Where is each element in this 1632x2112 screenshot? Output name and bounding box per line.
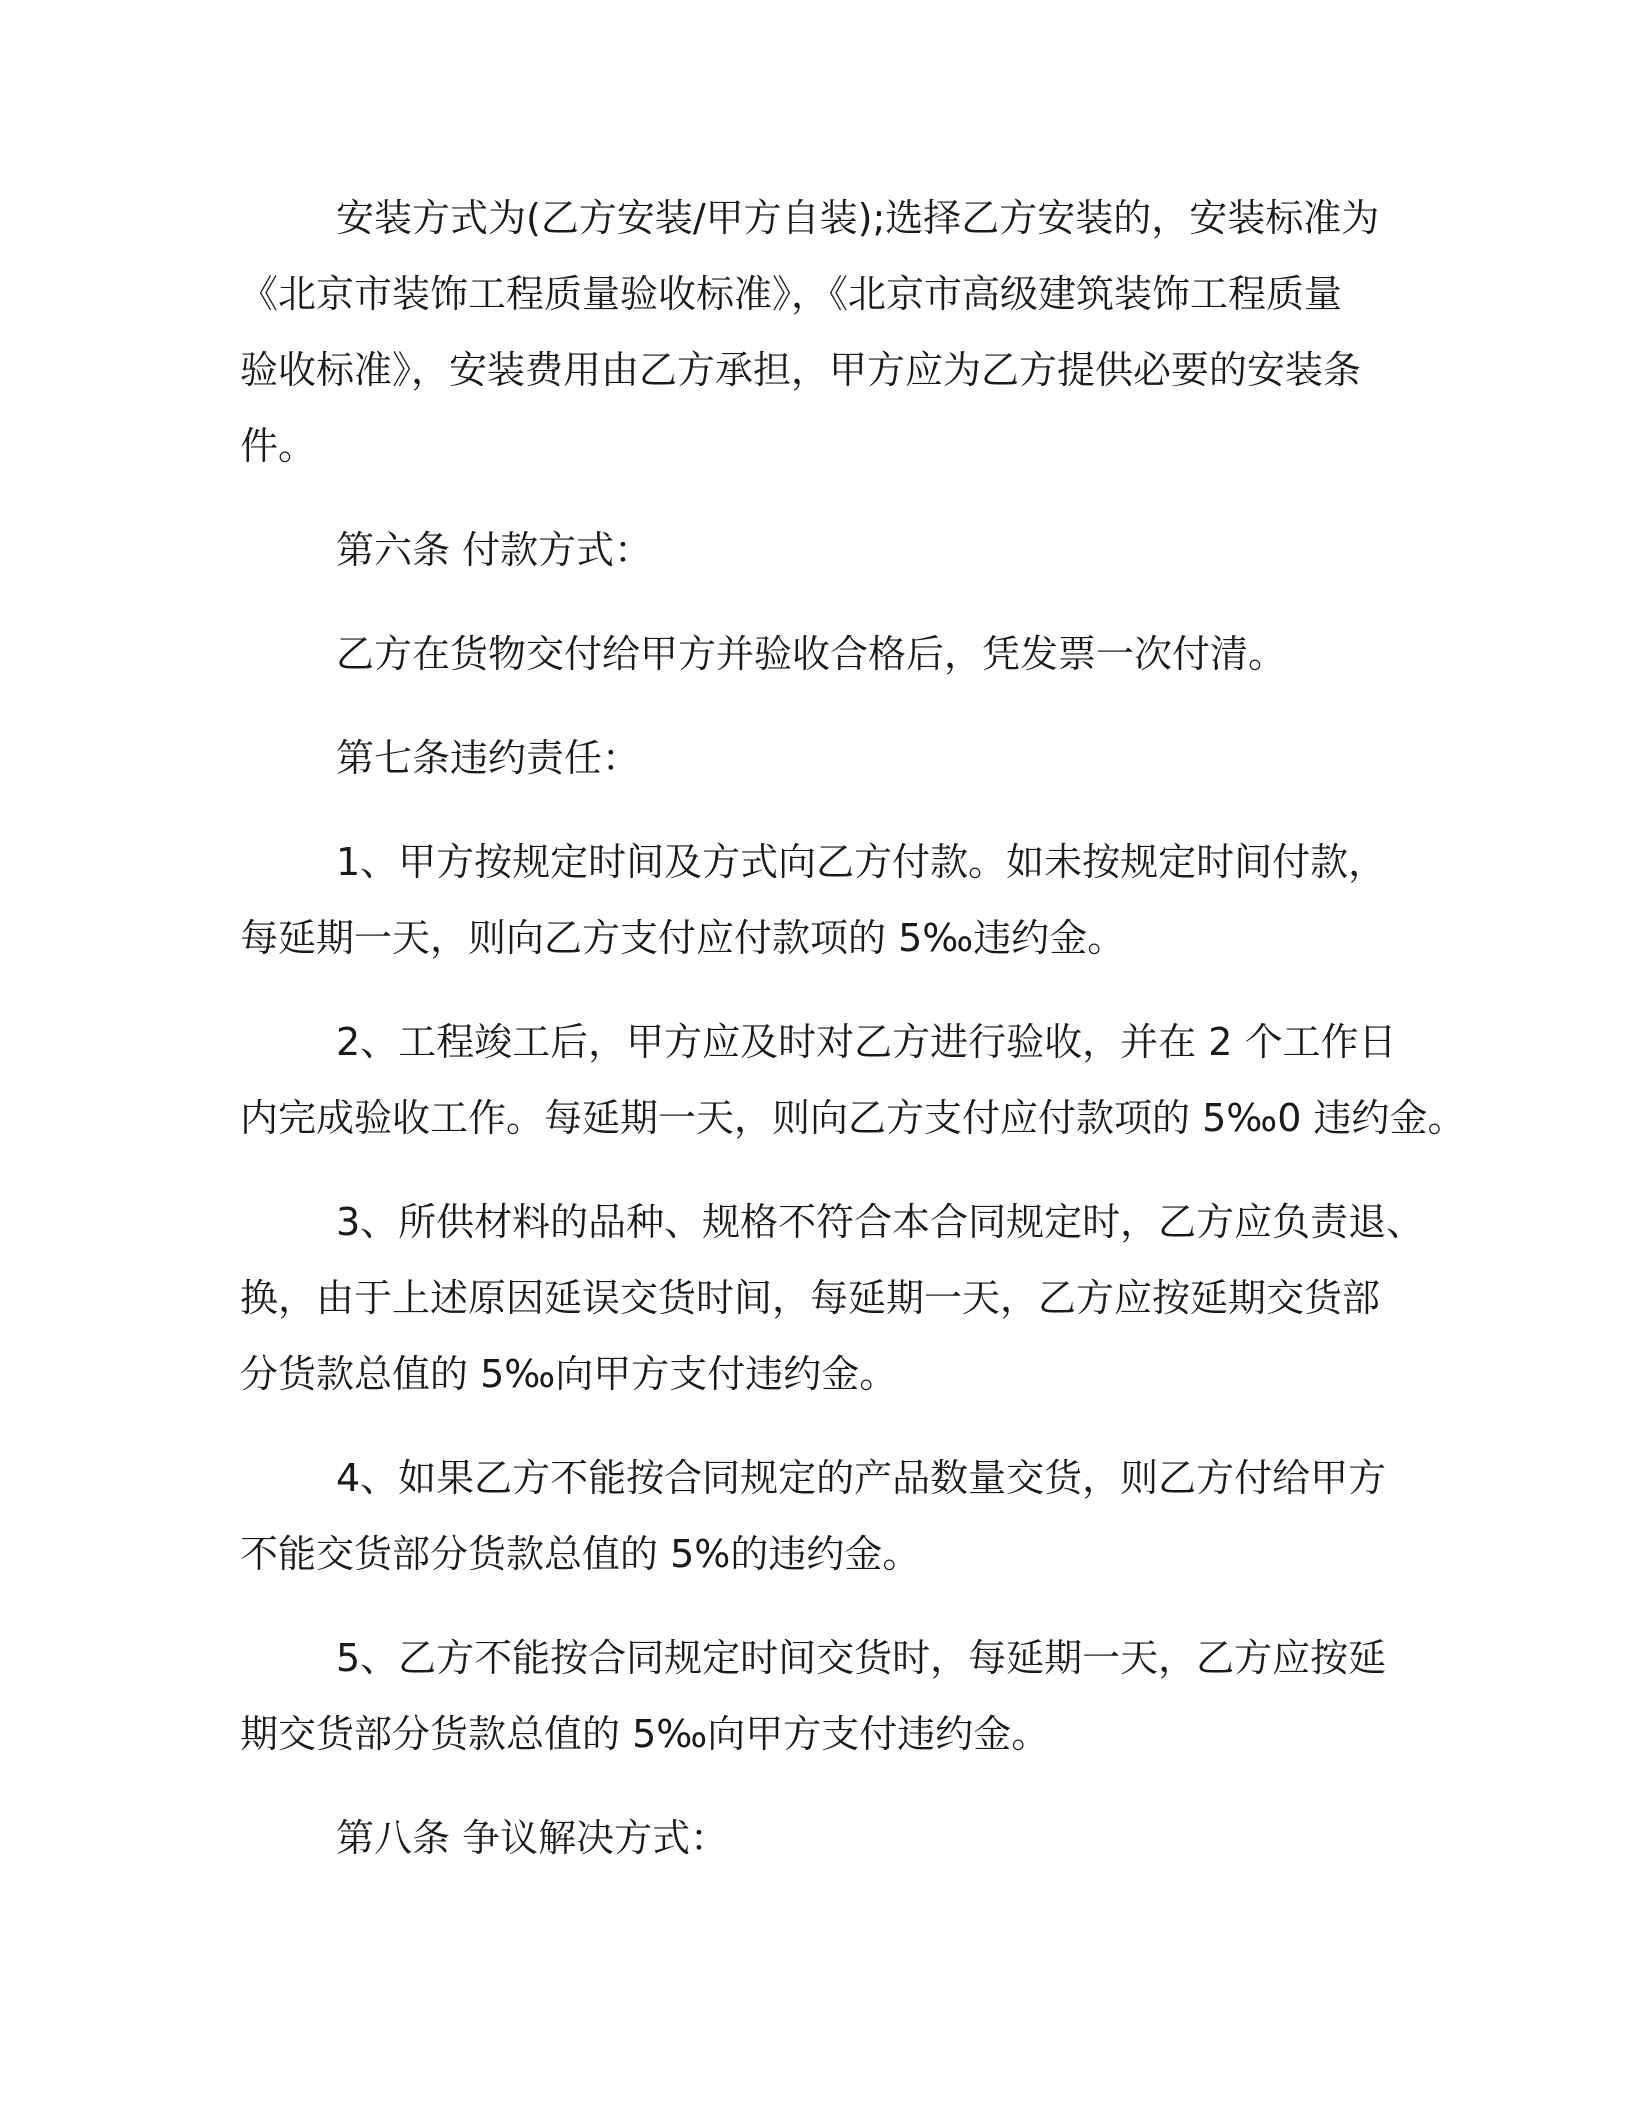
clause-2-line-1: 2、工程竣工后，甲方应及时对乙方进行验收，并在 2 个工作日 [336,1020,1397,1064]
article-7-heading: 第七条违约责任： [336,736,641,780]
article-6-heading: 第六条 付款方式： [336,528,653,572]
clause-2-line-2: 内完成验收工作。每延期一天，则向乙方支付应付款项的 5‰0 违约金。 [240,1096,1466,1140]
clause-4-line-1: 4、如果乙方不能按合同规定的产品数量交货，则乙方付给甲方 [336,1456,1387,1500]
clause-1-line-2: 每延期一天，则向乙方支付应付款项的 5‰违约金。 [240,916,1126,960]
clause-5-line-2: 期交货部分货款总值的 5‰向甲方支付违约金。 [240,1712,1050,1756]
install-paragraph-line-2: 《北京市装饰工程质量验收标准》，《北京市高级建筑装饰工程质量 [240,272,1343,316]
article-6-body: 乙方在货物交付给甲方并验收合格后，凭发票一次付清。 [336,632,1287,676]
install-paragraph-line-4: 件。 [240,424,317,468]
install-paragraph-line-1: 安装方式为(乙方安装/甲方自装);选择乙方安装的，安装标准为 [336,196,1380,240]
install-paragraph-line-3: 验收标准》，安装费用由乙方承担，甲方应为乙方提供必要的安装条 [240,348,1362,392]
clause-3-line-3: 分货款总值的 5‰向甲方支付违约金。 [240,1352,898,1396]
clause-1-line-1: 1、甲方按规定时间及方式向乙方付款。如未按规定时间付款， [336,840,1387,884]
article-8-heading: 第八条 争议解决方式： [336,1816,729,1860]
clause-5-line-1: 5、乙方不能按合同规定时间交货时，每延期一天，乙方应按延 [336,1636,1387,1680]
clause-4-line-2: 不能交货部分货款总值的 5%的违约金。 [240,1532,921,1576]
clause-3-line-2: 换，由于上述原因延误交货时间，每延期一天，乙方应按延期交货部 [240,1276,1381,1320]
clause-3-line-1: 3、所供材料的品种、规格不符合本合同规定时，乙方应负责退、 [336,1200,1425,1244]
